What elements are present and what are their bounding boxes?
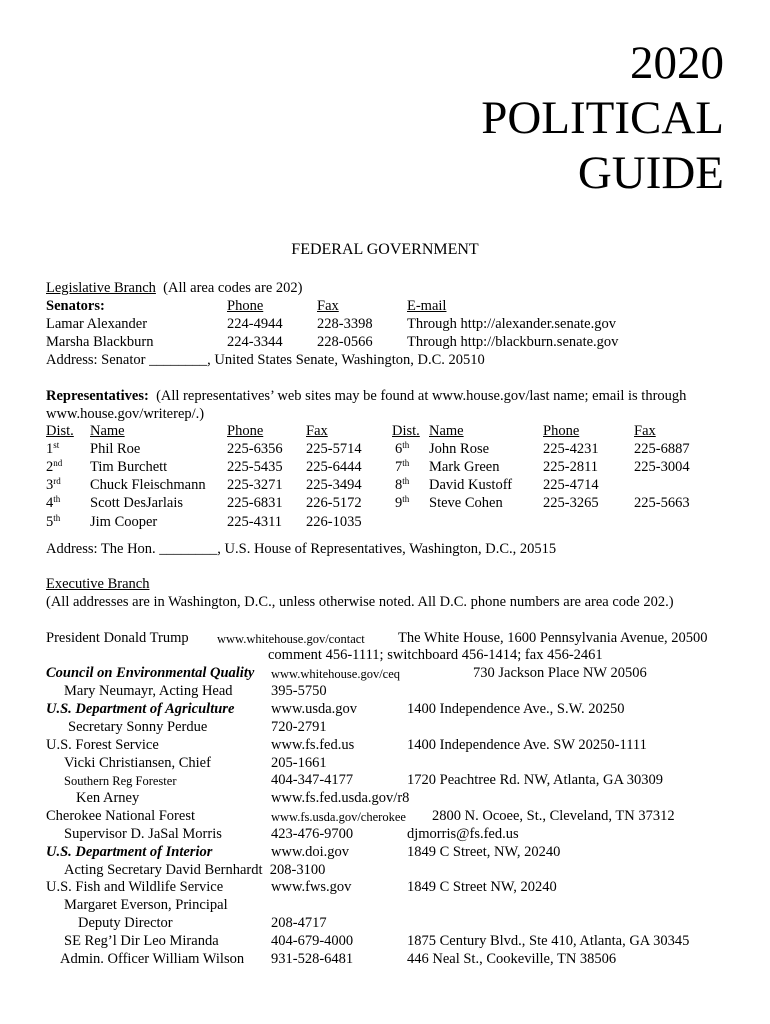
district-number: 4 [46, 495, 54, 511]
senator-email: Through http://blackburn.senate.gov [407, 334, 619, 350]
rep-name: Mark Green [429, 459, 500, 475]
district-number: 3 [46, 477, 54, 493]
agency-web: www.fs.usda.gov/cherokee [271, 810, 406, 824]
agency-address: 1720 Peachtree Rd. NW, Atlanta, GA 30309 [407, 772, 663, 788]
official-phone: 720-2791 [271, 719, 327, 735]
rep-phone: 225-2811 [543, 459, 599, 475]
agency-address: 1849 C Street NW, 20240 [407, 879, 557, 895]
representatives-note: (All representatives’ web sites may be found at www.house.gov/last name; email is through [156, 388, 687, 404]
representatives-note-line2: www.house.gov/writerep/.) [46, 406, 205, 422]
house-address: Address: The Hon. ________, U.S. House of Representatives, Washington, D.C., 20515 [46, 541, 557, 557]
district-number: 6 [395, 441, 403, 457]
agency-name: U.S. Department of Interior [46, 844, 213, 860]
official-name: Admin. Officer William Wilson [60, 951, 245, 967]
section-heading: FEDERAL GOVERNMENT [291, 241, 479, 258]
rep-phone: 225-3271 [227, 477, 283, 493]
legislative-heading-note: (All area codes are 202) [163, 280, 303, 296]
rep-name: Chuck Fleischmann [90, 477, 206, 493]
reps-col-name: Name [90, 423, 125, 439]
reps-col-fax-right: Fax [634, 423, 656, 439]
president-contact-numbers: comment 456-1111; switchboard 456-1414; fax 456-2461 [268, 647, 603, 663]
district-suffix: th [53, 494, 61, 504]
reps-col-name-right: Name [429, 423, 464, 439]
agency-name: Cherokee National Forest [46, 808, 195, 824]
district-number: 9 [395, 495, 403, 511]
senator-name: Lamar Alexander [46, 316, 148, 332]
senators-col-phone: Phone [227, 298, 264, 314]
senate-address: Address: Senator ________, United States Senate, Washington, D.C. 20510 [46, 352, 485, 368]
rep-district [46, 513, 60, 531]
rep-district [46, 440, 59, 458]
rep-name: Jim Cooper [90, 514, 158, 530]
rep-name: Steve Cohen [429, 495, 503, 511]
agency-web: www.usda.gov [271, 701, 358, 717]
rep-district [46, 458, 62, 476]
official-phone: 404-679-4000 [271, 933, 354, 949]
senator-email: Through http://alexander.senate.gov [407, 316, 616, 332]
rep-name: John Rose [429, 441, 490, 457]
rep-district [395, 476, 409, 494]
district-suffix: st [53, 440, 60, 450]
senator-fax: 228-0566 [317, 334, 373, 350]
executive-heading: Executive Branch [46, 576, 150, 592]
president-name: President Donald Trump [46, 630, 189, 646]
president-address: The White House, 1600 Pennsylvania Avenue, 20500 [398, 630, 708, 646]
rep-name: Tim Burchett [90, 459, 168, 475]
official-name: Ken Arney [76, 790, 140, 806]
rep-name: David Kustoff [429, 477, 513, 493]
rep-phone: 225-4311 [227, 514, 283, 530]
agency-address: 730 Jackson Place NW 20506 [473, 665, 647, 681]
official-name: Supervisor D. JaSal Morris [64, 826, 222, 842]
president-web: www.whitehouse.gov/contact [217, 632, 365, 646]
agency-address: 1400 Independence Ave. SW 20250-1111 [407, 737, 647, 753]
district-suffix: rd [53, 476, 61, 486]
rep-district [46, 494, 60, 512]
district-number: 2 [46, 459, 54, 475]
rep-district [395, 494, 409, 512]
official-phone: 423-476-9700 [271, 826, 354, 842]
executive-note: (All addresses are in Washington, D.C., unless otherwise noted. All D.C. phone numbers are area code 202.) [46, 594, 674, 610]
representatives-intro [46, 387, 686, 405]
rep-fax: 225-6887 [634, 441, 690, 457]
district-suffix: th [402, 494, 410, 504]
agency-web: www.fs.fed.usda.gov/r8 [271, 790, 410, 806]
official-name: SE Reg’l Dir Leo Miranda [64, 933, 219, 949]
title-year: 2020 [630, 37, 724, 89]
agency-name: U.S. Forest Service [46, 737, 159, 753]
rep-district [395, 458, 409, 476]
title-line-guide: GUIDE [577, 147, 724, 199]
official-phone: 208-4717 [271, 915, 327, 931]
senator-phone: 224-4944 [227, 316, 283, 332]
document-title [324, 36, 724, 201]
agency-address: 1875 Century Blvd., Ste 410, Atlanta, GA 30345 [407, 933, 690, 949]
legislative-heading: Legislative Branch [46, 280, 156, 296]
rep-district [395, 440, 409, 458]
rep-fax: 225-5714 [306, 441, 362, 457]
official-name: Mary Neumayr, Acting Head [64, 683, 233, 699]
rep-name: Scott DesJarlais [90, 495, 184, 511]
rep-fax: 226-1035 [306, 514, 362, 530]
senator-phone: 224-3344 [227, 334, 283, 350]
rep-fax: 226-5172 [306, 495, 362, 511]
rep-name: Phil Roe [90, 441, 141, 457]
reps-col-dist: Dist. [46, 423, 74, 439]
rep-phone: 225-5435 [227, 459, 283, 475]
district-suffix: nd [53, 458, 63, 468]
official-name: Acting Secretary David Bernhardt [64, 862, 263, 878]
reps-col-phone: Phone [227, 423, 264, 439]
district-number: 5 [46, 514, 54, 530]
official-email: djmorris@fs.fed.us [407, 826, 519, 842]
district-number: 7 [395, 459, 403, 475]
rep-district [46, 476, 61, 494]
rep-phone: 225-3265 [543, 495, 599, 511]
district-suffix: th [402, 440, 410, 450]
rep-fax: 225-6444 [306, 459, 362, 475]
rep-phone: 225-4231 [543, 441, 599, 457]
district-suffix: th [53, 513, 61, 523]
agency-address: 2800 N. Ocoee, St., Cleveland, TN 37312 [432, 808, 675, 824]
senators-col-fax: Fax [317, 298, 339, 314]
agency-address: 1400 Independence Ave., S.W. 20250 [407, 701, 625, 717]
senators-label: Senators: [46, 298, 105, 314]
district-suffix: th [402, 476, 410, 486]
senator-fax: 228-3398 [317, 316, 373, 332]
representatives-label: Representatives: [46, 388, 149, 404]
agency-address: 1849 C Street, NW, 20240 [407, 844, 561, 860]
agency-web: www.fws.gov [271, 879, 352, 895]
reps-col-phone-right: Phone [543, 423, 580, 439]
official-name: Vicki Christiansen, Chief [64, 755, 211, 771]
official-phone: 931-528-6481 [271, 951, 354, 967]
agency-name: Council on Environmental Quality [46, 665, 255, 681]
agency-web: www.whitehouse.gov/ceq [271, 667, 401, 681]
district-suffix: th [402, 458, 410, 468]
official-title: Southern Reg Forester [64, 774, 177, 788]
rep-fax: 225-3004 [634, 459, 690, 475]
official-phone: 208-3100 [269, 862, 326, 878]
agency-name: U.S. Fish and Wildlife Service [46, 879, 224, 895]
reps-col-dist-right: Dist. [392, 423, 420, 439]
rep-fax: 225-3494 [306, 477, 362, 493]
rep-phone: 225-6356 [227, 441, 283, 457]
agency-name: U.S. Department of Agriculture [46, 701, 235, 717]
senator-name: Marsha Blackburn [46, 334, 154, 350]
official-title: Deputy Director [78, 915, 173, 931]
official-phone: 404-347-4177 [271, 772, 354, 788]
legislative-heading-line [46, 279, 302, 297]
district-number: 8 [395, 477, 403, 493]
official-name: Secretary Sonny Perdue [68, 719, 208, 735]
official-phone: 395-5750 [271, 683, 327, 699]
rep-fax: 225-5663 [634, 495, 690, 511]
title-line-political: POLITICAL [481, 92, 724, 144]
rep-phone: 225-6831 [227, 495, 283, 511]
official-line [64, 861, 325, 879]
agency-web: www.fs.fed.us [271, 737, 355, 753]
agency-address: 446 Neal St., Cookeville, TN 38506 [407, 951, 617, 967]
senators-col-email: E-mail [407, 298, 447, 314]
district-number: 1 [46, 441, 54, 457]
reps-col-fax: Fax [306, 423, 328, 439]
agency-web: www.doi.gov [271, 844, 350, 860]
rep-phone: 225-4714 [543, 477, 599, 493]
official-phone: 205-1661 [271, 755, 327, 771]
official-name: Margaret Everson, Principal [64, 897, 228, 913]
